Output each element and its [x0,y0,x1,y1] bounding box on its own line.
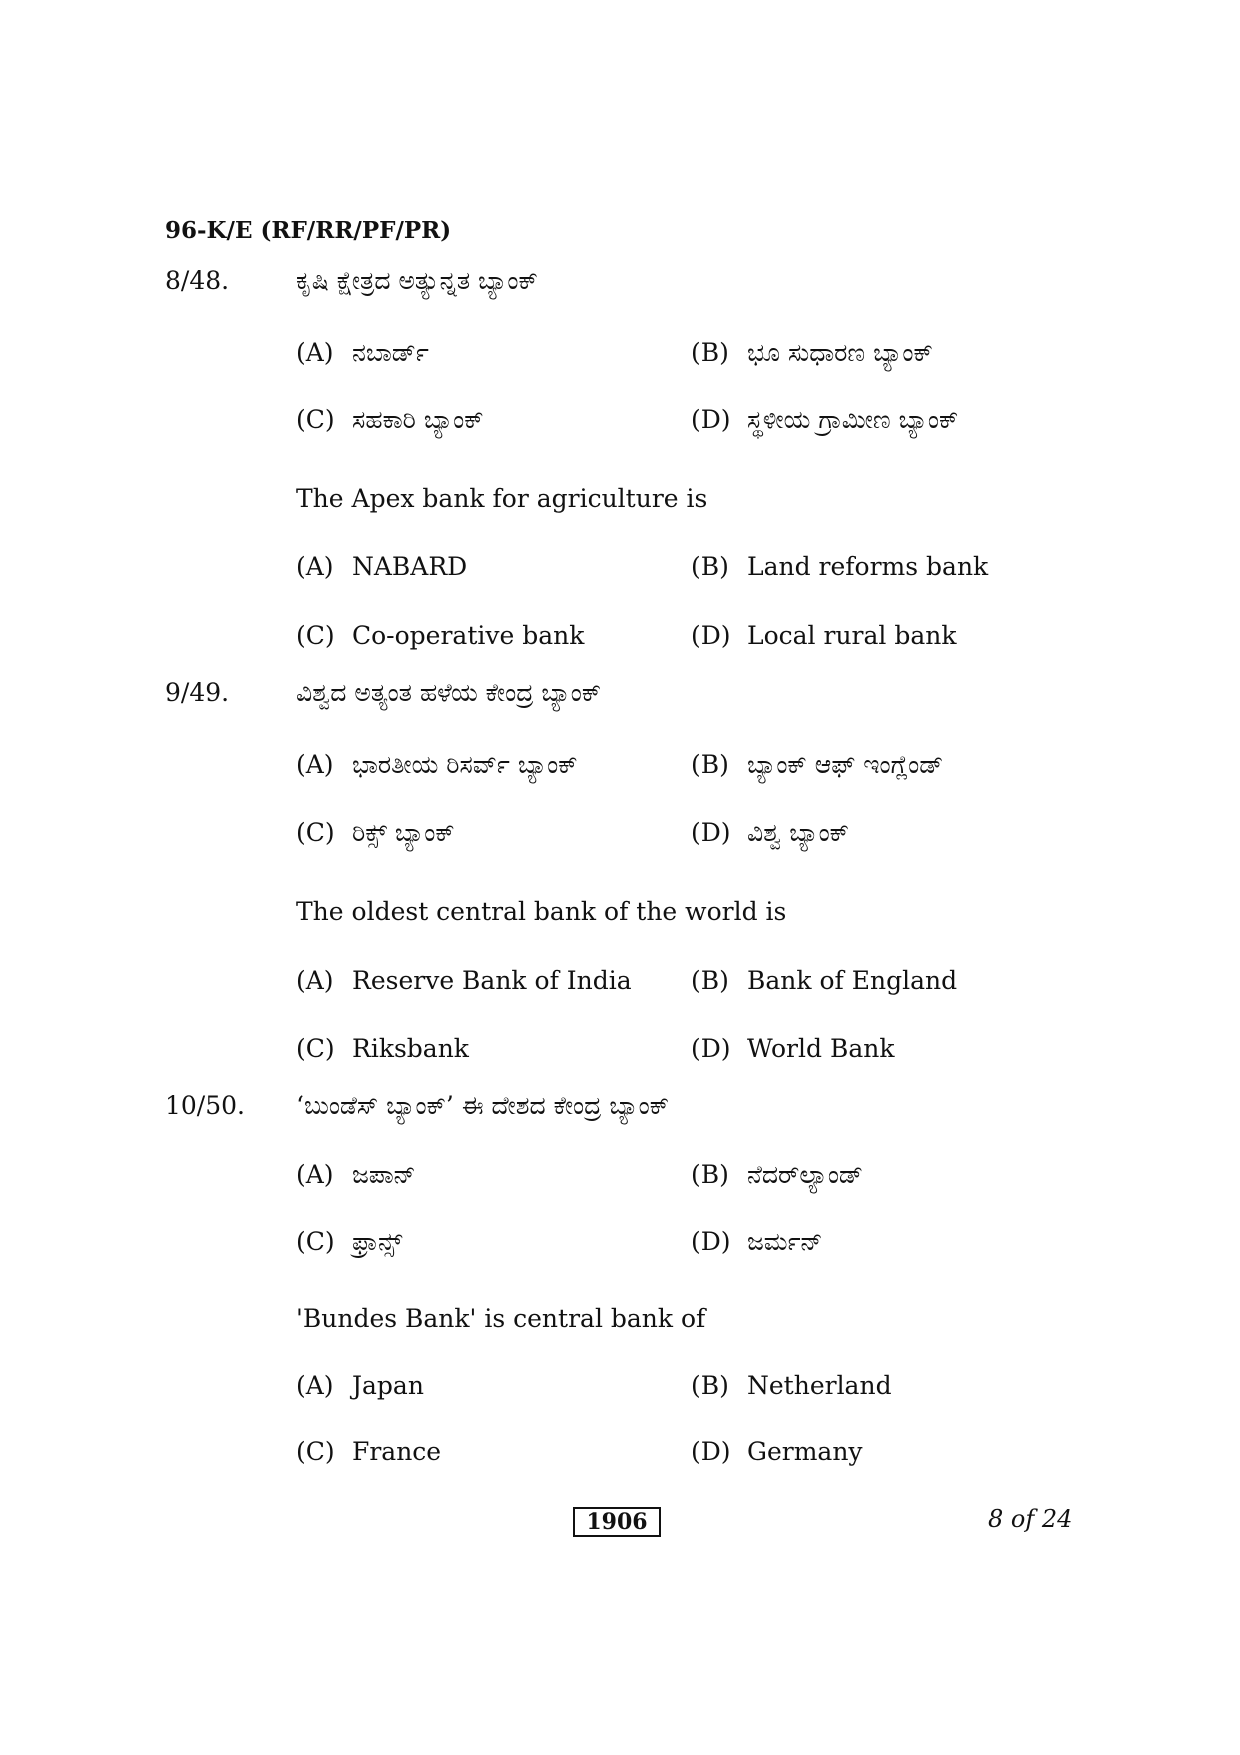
option-text: ನಬಾರ್ಡ್ [352,338,429,367]
option-label: (D) [691,405,731,434]
option-b [691,1371,892,1400]
option-c [296,405,484,435]
option-label: (C) [296,1034,335,1063]
option-text: ಭೂ ಸುಧಾರಣ ಬ್ಯಾಂಕ್ [747,338,933,367]
option-d [691,621,957,650]
question-text-kannada: ಕೃಷಿ ಕ್ಷೇತ್ರದ ಅತ್ಯುನ್ನತ ಬ್ಯಾಂಕ್ [296,266,538,295]
question-number: 8/48. [165,266,230,295]
option-label: (C) [296,405,335,434]
option-text: Netherland [747,1371,892,1400]
option-c [296,1034,469,1063]
option-b [691,966,957,995]
page-number: 8 of 24 [988,1505,1073,1533]
question-text-english: The oldest central bank of the world is [296,897,787,926]
option-text: ಸ್ಥಳೀಯ ಗ್ರಾಮೀಣ ಬ್ಯಾಂಕ್ [747,405,959,434]
option-text: ರಿಕ್ಸ್ ಬ್ಯಾಂಕ್ [352,818,455,847]
option-a [296,1160,416,1190]
option-label: (D) [691,1227,731,1256]
option-text: ನೆದರ್‌ಲ್ಯಾಂಡ್ [747,1160,863,1189]
option-label: (C) [296,1437,335,1466]
option-label: (B) [691,966,729,995]
option-label: (A) [296,750,334,779]
option-text: Land reforms bank [747,552,989,581]
option-d [691,405,958,435]
option-label: (A) [296,1371,334,1400]
option-b [691,552,988,581]
option-label: (B) [691,552,729,581]
option-d [691,1034,894,1063]
question-text-english: 'Bundes Bank' is central bank of [296,1304,706,1333]
option-c [296,621,584,650]
option-label: (C) [296,818,335,847]
option-text: ಭಾರತೀಯ ರಿಸರ್ವ್ ಬ್ಯಾಂಕ್ [352,750,578,779]
option-label: (A) [296,338,334,367]
option-text: ಜಪಾನ್ [352,1160,416,1189]
option-label: (B) [691,1160,729,1189]
option-a [296,750,578,780]
question-number: 10/50. [165,1091,245,1120]
option-label: (A) [296,552,334,581]
option-label: (B) [691,338,729,367]
option-d [691,1227,823,1257]
option-text: ಬ್ಯಾಂಕ್ ಆಫ್ ಇಂಗ್ಲೆಂಡ್ [747,750,944,779]
option-text: ಫ್ರಾನ್ಸ್ [352,1227,403,1256]
option-label: (B) [691,750,729,779]
option-label: (D) [691,621,731,650]
option-label: (D) [691,1034,731,1063]
question-text-kannada: ‘ಬುಂಡೆಸ್ ಬ್ಯಾಂಕ್’ ಈ ದೇಶದ ಕೇಂದ್ರ ಬ್ಯಾಂಕ್ [296,1091,670,1120]
option-text: ಜರ್ಮನ್ [747,1227,823,1256]
option-d [691,1437,863,1466]
option-a [296,966,632,995]
option-text: ಸಹಕಾರಿ ಬ್ಯಾಂಕ್ [352,405,484,434]
question-text-english: The Apex bank for agriculture is [296,484,708,513]
option-d [691,818,849,848]
option-text: France [352,1437,442,1466]
option-a [296,552,467,581]
option-text: NABARD [352,552,468,581]
option-label: (D) [691,818,731,847]
option-label: (D) [691,1437,731,1466]
option-text: Local rural bank [747,621,957,650]
option-text: Japan [352,1371,424,1400]
option-label: (C) [296,1227,335,1256]
option-b [691,338,933,368]
option-b [691,1160,863,1190]
option-text: Riksbank [352,1034,469,1063]
paper-code: 96-K/E (RF/RR/PF/PR) [165,217,452,244]
option-c [296,818,455,848]
option-text: Reserve Bank of India [352,966,632,995]
option-label: (B) [691,1371,729,1400]
option-text: Co-operative bank [352,621,585,650]
option-text: Germany [747,1437,863,1466]
question-number: 9/49. [165,678,230,707]
option-label: (C) [296,621,335,650]
booklet-code-box: 1906 [573,1507,661,1537]
question-text-kannada: ವಿಶ್ವದ ಅತ್ಯಂತ ಹಳೆಯ ಕೇಂದ್ರ ಬ್ಯಾಂಕ್ [296,678,602,707]
option-text: World Bank [747,1034,895,1063]
option-b [691,750,943,780]
option-a [296,1371,424,1400]
option-text: Bank of England [747,966,958,995]
option-c [296,1437,441,1466]
option-a [296,338,429,368]
option-label: (A) [296,1160,334,1189]
option-c [296,1227,402,1257]
option-label: (A) [296,966,334,995]
option-text: ವಿಶ್ವ ಬ್ಯಾಂಕ್ [747,818,850,847]
